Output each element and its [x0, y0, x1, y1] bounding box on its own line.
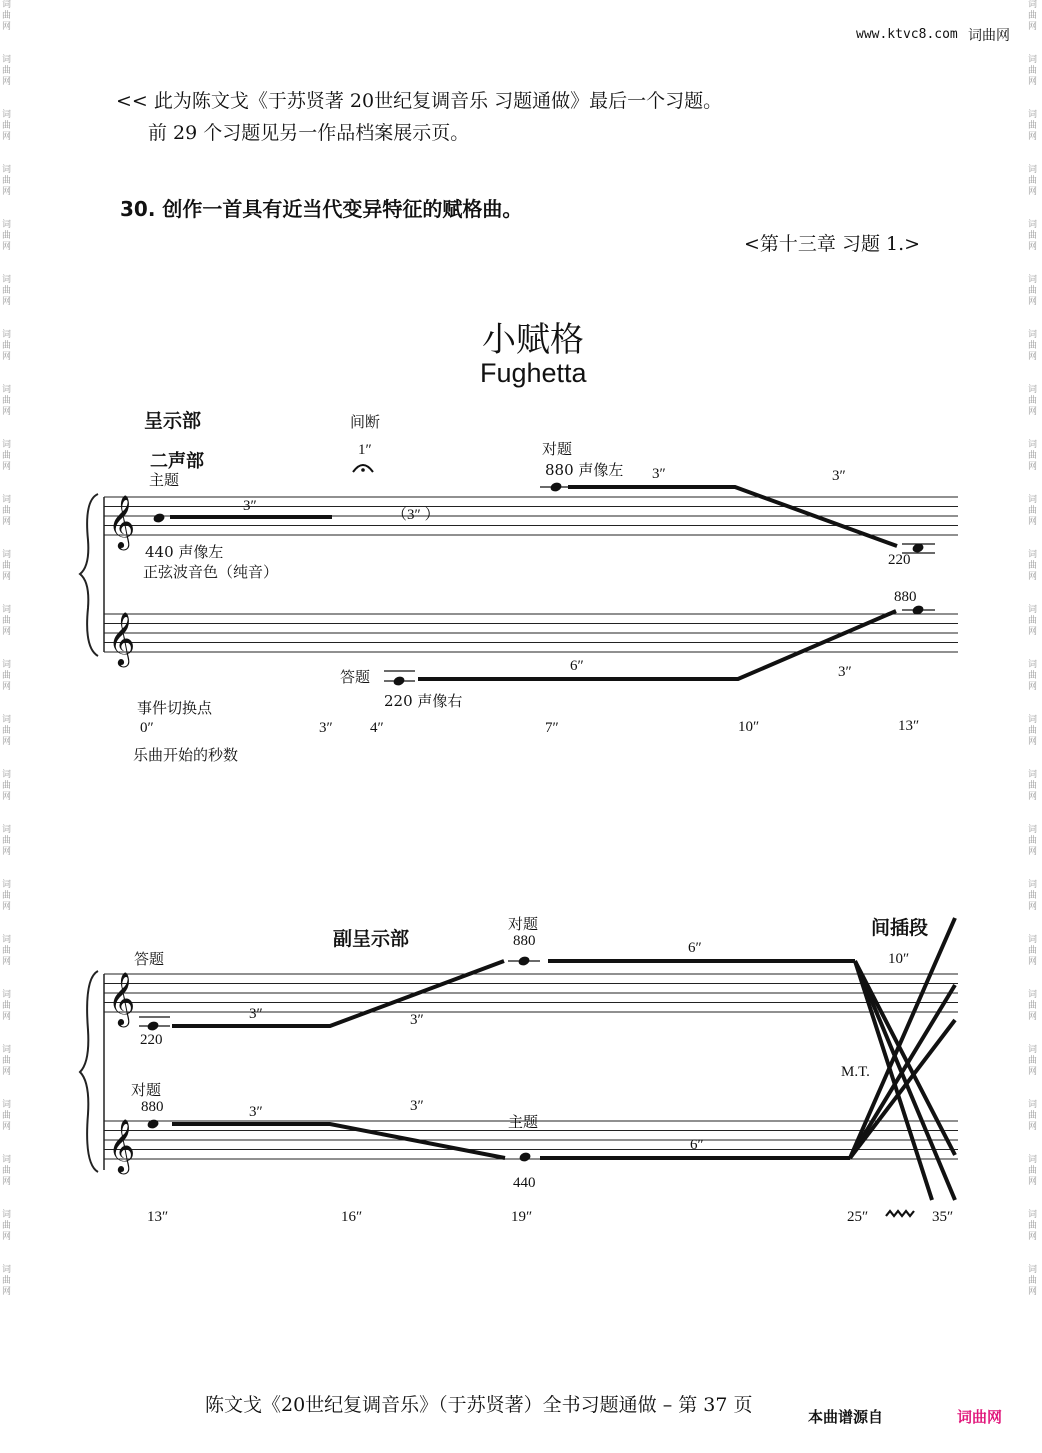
time-marker: 13″ [898, 718, 920, 734]
time-jump-squiggle-icon [886, 1211, 914, 1216]
intro-line-1: << 此为陈文戈《于苏贤著 20世纪复调音乐 习题通做》最后一个习题。 [116, 90, 723, 112]
mt-label: M.T. [841, 1064, 870, 1080]
upper-answer-pitch: 220 [140, 1032, 163, 1048]
time-marker: 4″ [370, 720, 384, 736]
system-2-brace [80, 971, 98, 1172]
subject-duration: 3″ [243, 498, 257, 514]
interlude-label: 间断 [350, 413, 381, 431]
lower-countersubject-label: 对题 [131, 1081, 162, 1099]
note-head [519, 1152, 531, 1162]
episode-line [855, 961, 955, 1200]
treble-clef-icon: 𝄞 [108, 494, 136, 548]
lower-countersubject-pitch: 880 [141, 1099, 164, 1115]
upper-duration-1: 3″ [249, 1006, 263, 1022]
upper-duration-3: 6″ [688, 940, 702, 956]
answer-end-pitch: 880 [894, 589, 917, 605]
seconds-label: 乐曲开始的秒数 [133, 746, 239, 764]
intro-line-2: 前 29 个习题见另一作品档案展示页。 [148, 122, 470, 144]
lower-countersubject-line [172, 1124, 505, 1158]
time-marker: 35″ [932, 1209, 954, 1225]
lower-duration-1: 3″ [249, 1104, 263, 1120]
page-footer: 陈文戈《20世纪复调音乐》（于苏贤著）全书习题通做 – 第 37 页 [205, 1394, 753, 1416]
treble-clef-icon: 𝄞 [108, 1118, 136, 1172]
treble-clef-icon: 𝄞 [108, 611, 136, 665]
upper-answer-label: 答题 [134, 950, 165, 968]
system-1-brace [80, 494, 98, 656]
lower-subject-pitch: 440 [513, 1175, 536, 1191]
upper-countersubject-pitch: 880 [513, 933, 536, 949]
answer-label: 答题 [340, 668, 371, 686]
countersubject-pitch: 880 声像左 [545, 461, 624, 479]
time-marker: 10″ [738, 719, 760, 735]
answer-duration-2: 3″ [838, 664, 852, 680]
countersubject-duration-1: 3″ [652, 466, 666, 482]
brand-logo: 词曲网 [957, 1408, 1003, 1426]
staff-2-upper [104, 974, 958, 1012]
time-marker: 0″ [140, 720, 154, 736]
upper-duration-2: 3″ [410, 1012, 424, 1028]
voice-count: 二声部 [150, 451, 204, 472]
section-exposition: 呈示部 [144, 410, 202, 432]
countersubject-duration-2: 3″ [832, 468, 846, 484]
answer-duration-1: 6″ [570, 658, 584, 674]
upper-countersubject-label: 对题 [508, 915, 539, 933]
site-name: 词曲网 [968, 28, 1010, 44]
answer-pitch: 220 声像右 [384, 692, 463, 710]
score-title: 小赋格 [482, 320, 584, 360]
lower-duration-2: 3″ [410, 1098, 424, 1114]
countersubject-end-pitch: 220 [888, 552, 911, 568]
subject-pitch: 440 声像左 [145, 543, 224, 561]
fermata-dot [361, 468, 365, 472]
rest-duration: （3″ ） [392, 507, 440, 523]
note-head [153, 513, 165, 523]
right-watermark-strip: 词 曲 网 词 曲 网 词 曲 网 词 曲 网 词 曲 网 词 曲 网 词 曲 网 词 曲 网 词 曲 网 词 曲 网 词 曲 网 词 曲 网 词 曲 网 词 曲 网 词 曲 网 词 曲 网 词 曲 网 词 曲 网 词 曲 网 词 曲 网 词 曲 网 词 曲 网 词 曲 网 词 曲 网 [1028, 0, 1038, 1297]
subject-label: 主题 [149, 471, 180, 489]
chapter-reference: <第十三章 习题 1.> [744, 233, 921, 255]
site-url: www.ktvc8.com [856, 27, 958, 42]
left-watermark-strip: 词 曲 网 词 曲 网 词 曲 网 词 曲 网 词 曲 网 词 曲 网 词 曲 网 词 曲 网 词 曲 网 词 曲 网 词 曲 网 词 曲 网 词 曲 网 词 曲 网 词 曲 网 词 曲 网 词 曲 网 词 曲 网 词 曲 网 词 曲 网 词 曲 网 词 曲 网 词 曲 网 词 曲 网 [2, 0, 12, 1297]
time-marker: 16″ [341, 1209, 363, 1225]
time-marker: 13″ [147, 1209, 169, 1225]
treble-clef-icon: 𝄞 [108, 971, 136, 1025]
countersubject-label: 对题 [542, 440, 573, 458]
episode-duration: 10″ [888, 951, 910, 967]
score-subtitle: Fughetta [480, 358, 587, 388]
exercise-heading: 30. 创作一首具有近当代变异特征的赋格曲。 [120, 197, 523, 221]
lower-duration-3: 6″ [690, 1137, 704, 1153]
time-marker: 19″ [511, 1209, 533, 1225]
staff-1-lower [104, 614, 958, 652]
event-switch-label: 事件切换点 [137, 699, 213, 717]
time-marker: 3″ [319, 720, 333, 736]
section-counter-exposition: 副呈示部 [333, 928, 410, 950]
note-head [147, 1119, 159, 1129]
section-episode: 间插段 [871, 917, 929, 939]
lower-subject-label: 主题 [508, 1113, 539, 1131]
answer-line [418, 611, 896, 679]
source-note: 本曲谱源自 [808, 1408, 884, 1426]
time-marker: 25″ [847, 1209, 869, 1225]
fermata-time: 1″ [358, 442, 372, 458]
time-marker: 7″ [545, 720, 559, 736]
timbre-label: 正弦波音色（纯音） [143, 563, 279, 581]
